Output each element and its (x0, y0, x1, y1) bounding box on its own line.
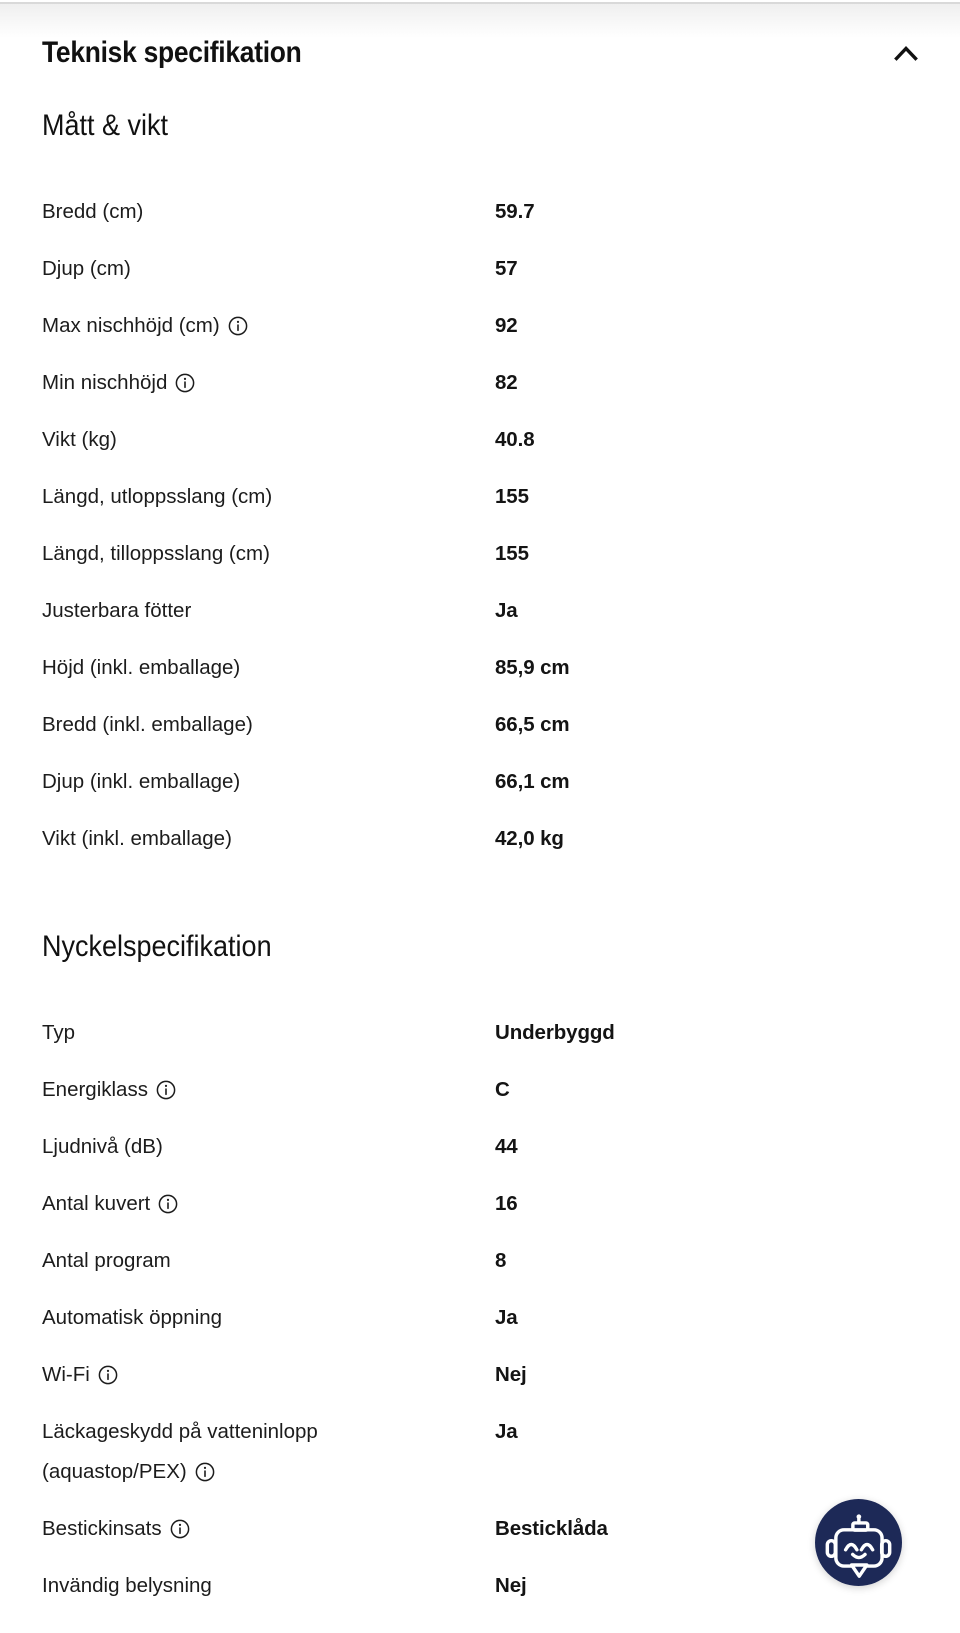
spec-label: Min nischhöjd (42, 363, 195, 403)
spec-value: Ja (495, 1306, 518, 1329)
spec-label: Max nischhöjd (cm) (42, 306, 248, 346)
robot-icon (815, 1499, 902, 1586)
spec-row (42, 1412, 918, 1492)
spec-row (42, 192, 918, 232)
spec-row (42, 306, 918, 346)
spec-label: Djup (cm) (42, 257, 131, 280)
spec-row (42, 648, 918, 688)
spec-row (42, 1127, 918, 1167)
spec-row (42, 477, 918, 517)
info-icon[interactable] (158, 1194, 178, 1214)
spec-row (42, 420, 918, 460)
spec-label: Typ (42, 1021, 76, 1044)
spec-label: Invändig belysning (42, 1574, 212, 1597)
chevron-up-icon[interactable] (894, 45, 918, 61)
spec-row (42, 249, 918, 289)
spec-section (42, 929, 918, 1606)
spec-value: Nej (495, 1574, 527, 1597)
spec-label: Läckageskydd på vatteninlopp (aquastop/PEX) (42, 1420, 318, 1483)
spec-value: 92 (495, 314, 518, 337)
spec-value: 44 (495, 1135, 518, 1158)
spec-label: Längd, tilloppsslang (cm) (42, 542, 270, 565)
info-icon[interactable] (195, 1462, 215, 1482)
spec-value: 59.7 (495, 200, 535, 223)
spec-value: 40.8 (495, 428, 535, 451)
spec-value: C (495, 1078, 510, 1101)
spec-label: Vikt (kg) (42, 428, 117, 451)
spec-value: 85,9 cm (495, 656, 570, 679)
spec-value: 8 (495, 1249, 507, 1272)
spec-label: Vikt (inkl. emballage) (42, 827, 232, 850)
info-icon[interactable] (175, 373, 195, 393)
spec-label: Justerbara fötter (42, 599, 192, 622)
spec-label: Wi-Fi (42, 1355, 118, 1395)
spec-row (42, 1355, 918, 1395)
spec-row (42, 1298, 918, 1338)
spec-value: 155 (495, 485, 529, 508)
spec-row (42, 534, 918, 574)
chatbot-button[interactable] (815, 1499, 902, 1586)
spec-label: Antal kuvert (42, 1184, 178, 1224)
spec-row (42, 1509, 918, 1549)
spec-sections (42, 108, 918, 1606)
spec-row (42, 591, 918, 631)
spec-label: Bestickinsats (42, 1509, 190, 1549)
info-icon[interactable] (228, 316, 248, 336)
spec-value: Nej (495, 1363, 527, 1386)
spec-label: Längd, utloppsslang (cm) (42, 485, 273, 508)
info-icon[interactable] (98, 1365, 118, 1385)
spec-row (42, 1184, 918, 1224)
spec-label: Automatisk öppning (42, 1306, 223, 1329)
spec-value: 82 (495, 371, 518, 394)
spec-value: 57 (495, 257, 518, 280)
spec-value: 66,5 cm (495, 713, 570, 736)
info-icon[interactable] (170, 1519, 190, 1539)
spec-value: 66,1 cm (495, 770, 570, 793)
spec-row (42, 762, 918, 802)
spec-value: Ja (495, 1420, 518, 1443)
spec-label: Ljudnivå (dB) (42, 1135, 163, 1158)
spec-row (42, 705, 918, 745)
spec-value: Underbyggd (495, 1021, 615, 1044)
spec-value: Ja (495, 599, 518, 622)
section-heading: Mått & vikt (42, 109, 169, 142)
spec-label: Bredd (inkl. emballage) (42, 713, 253, 736)
spec-label: Energiklass (42, 1070, 176, 1110)
spec-row (42, 1070, 918, 1110)
spec-row (42, 1241, 918, 1281)
spec-row (42, 1013, 918, 1053)
spec-value: 155 (495, 542, 529, 565)
spec-label: Djup (inkl. emballage) (42, 770, 241, 793)
spec-section (42, 108, 918, 859)
info-icon[interactable] (156, 1080, 176, 1100)
spec-value: 16 (495, 1192, 518, 1215)
spec-label: Bredd (cm) (42, 200, 144, 223)
accordion-title: Teknisk specifikation (42, 36, 302, 69)
section-heading: Nyckelspecifikation (42, 930, 272, 963)
spec-value: 42,0 kg (495, 827, 564, 850)
spec-row (42, 363, 918, 403)
spec-rows (42, 1013, 918, 1606)
spec-label: Antal program (42, 1249, 171, 1272)
spec-label: Höjd (inkl. emballage) (42, 656, 241, 679)
spec-value: Besticklåda (495, 1517, 608, 1540)
accordion-header[interactable] (42, 34, 918, 72)
spec-rows (42, 192, 918, 859)
spec-row (42, 819, 918, 859)
spec-row (42, 1566, 918, 1606)
